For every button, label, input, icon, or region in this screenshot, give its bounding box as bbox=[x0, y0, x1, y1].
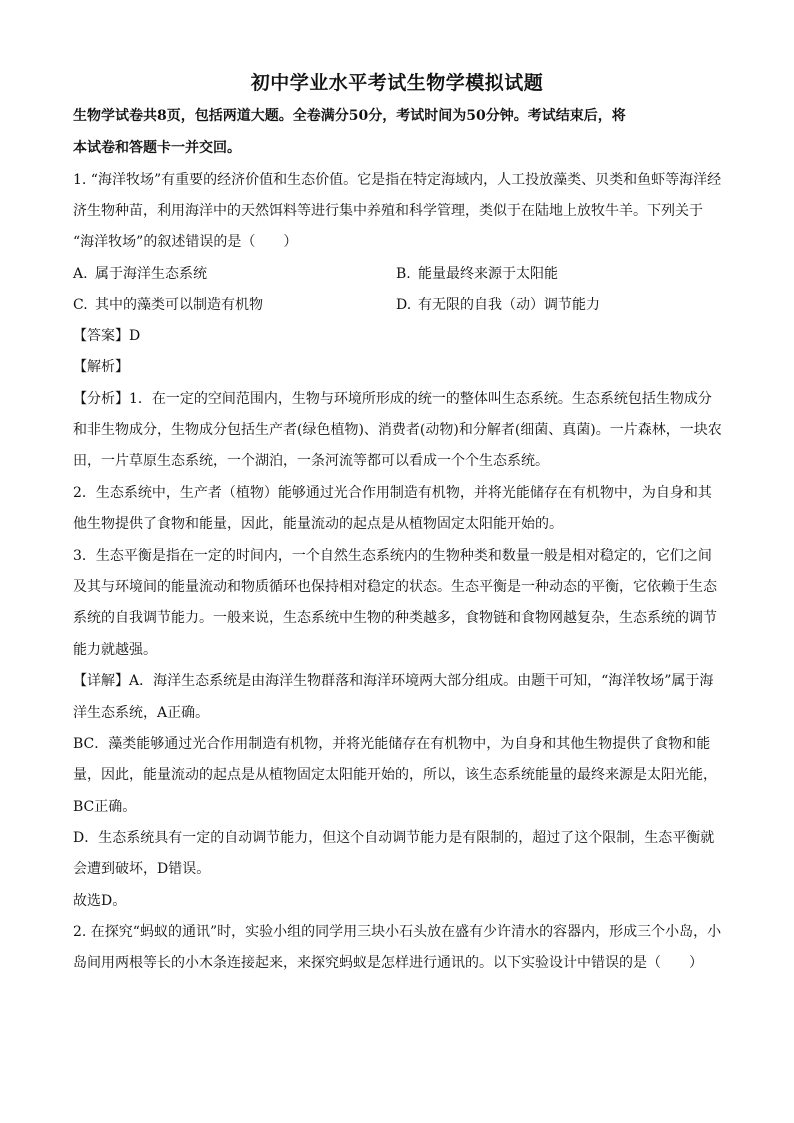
q1-detail-line: 故选D。 bbox=[73, 893, 127, 909]
q2-stem-line: 岛间用两根等长的小木条连接起来，来探究蚂蚁是怎样进行通讯的。以下实验设计中错误的是（ ） bbox=[73, 955, 703, 971]
q1-analysis-line: 【分析】1．在一定的空间范围内，生物与环境所形成的统一的整体叫生态系统。生态系统包括生物成分 bbox=[73, 391, 712, 407]
q1-detail-line: 洋生态系统，A正确。 bbox=[73, 705, 210, 721]
option-text: 属于海洋生态系统 bbox=[95, 266, 207, 282]
q1-option-b bbox=[396, 264, 558, 284]
option-text: 其中的藻类可以制造有机物 bbox=[95, 297, 263, 313]
option-text: 有无限的自我（动）调节能力 bbox=[418, 297, 600, 313]
q1-detail-line: 【详解】A．海洋生态系统是由海洋生物群落和海洋环境两大部分组成。由题干可知，“海洋牧场”属于海 bbox=[73, 673, 714, 689]
option-letter: C. bbox=[73, 297, 88, 313]
q1-analysis-line: 系统的自我调节能力。一般来说，生态系统中生物的种类越多，食物链和食物网越复杂，生态系统的调节 bbox=[73, 610, 717, 626]
page-title: 初中学业水平考试生物学模拟试题 bbox=[250, 72, 544, 94]
intro-line: 本试卷和答题卡一并交回。 bbox=[73, 140, 241, 156]
option-letter: D. bbox=[396, 297, 412, 313]
q1-analysis-line: 3．生态平衡是指在一定的时间内，一个自然生态系统内的生物种类和数量一般是相对稳定的，它们之间 bbox=[73, 548, 712, 564]
intro-line: 生物学试卷共8页，包括两道大题。全卷满分50分，考试时间为50分钟。考试结束后，将 bbox=[73, 108, 626, 124]
q2-stem-line: 2. 在探究“蚂蚁的通讯”时，实验小组的同学用三块小石头放在盛有少许清水的容器内，形成三个小岛，小 bbox=[73, 924, 722, 940]
q1-stem-line: 济生物种苗，利用海洋中的天然饵料等进行集中养殖和科学管理，类似于在陆地上放牧牛羊。下列关于 bbox=[73, 203, 703, 219]
q1-answer: 【答案】D bbox=[73, 328, 141, 344]
q1-analysis-line: 2．生态系统中，生产者（植物）能够通过光合作用制造有机物，并将光能储存在有机物中，为自身和其 bbox=[73, 485, 712, 501]
q1-detail-line: BC正确。 bbox=[73, 799, 137, 815]
q1-detail-line: 量，因此，能量流动的起点是从植物固定太阳能开始的，所以，该生态系统能量的最终来源是太阳光能， bbox=[73, 767, 717, 783]
q1-option-d bbox=[396, 295, 600, 315]
q1-stem-line: “海洋牧场”的叙述错误的是（ ） bbox=[73, 234, 298, 250]
q1-analysis-line: 田，一片草原生态系统，一个湖泊，一条河流等都可以看成一个个生态系统。 bbox=[73, 453, 549, 469]
option-letter: B. bbox=[396, 266, 411, 282]
q1-analysis-label: 【解析】 bbox=[73, 359, 129, 375]
q1-stem-line: 1. “海洋牧场”有重要的经济价值和生态价值。它是指在特定海域内，人工投放藻类、贝类和鱼虾等海洋经 bbox=[73, 172, 722, 188]
option-letter: A. bbox=[73, 266, 88, 282]
q1-analysis-line: 他生物提供了食物和能量，因此，能量流动的起点是从植物固定太阳能开始的。 bbox=[73, 516, 563, 532]
q1-analysis-line: 能力就越强。 bbox=[73, 642, 157, 658]
q1-analysis-line: 及其与环境间的能量流动和物质循环也保持相对稳定的状态。生态平衡是一种动态的平衡，它依赖于生态 bbox=[73, 579, 717, 595]
q1-option-a bbox=[73, 264, 207, 284]
q1-analysis-line: 和非生物成分，生物成分包括生产者(绿色植物)、消费者(动物)和分解者(细菌、真菌)。一片森林，一块农 bbox=[73, 422, 722, 438]
q1-detail-line: 会遭到破坏，D错误。 bbox=[73, 861, 211, 877]
q1-option-c bbox=[73, 295, 263, 315]
option-text: 能量最终来源于太阳能 bbox=[418, 266, 558, 282]
q1-detail-line: D．生态系统具有一定的自动调节能力，但这个自动调节能力是有限制的，超过了这个限制，生态平衡就 bbox=[73, 830, 715, 846]
q1-detail-line: BC．藻类能够通过光合作用制造有机物，并将光能储存在有机物中，为自身和其他生物提供了食物和能 bbox=[73, 736, 711, 752]
